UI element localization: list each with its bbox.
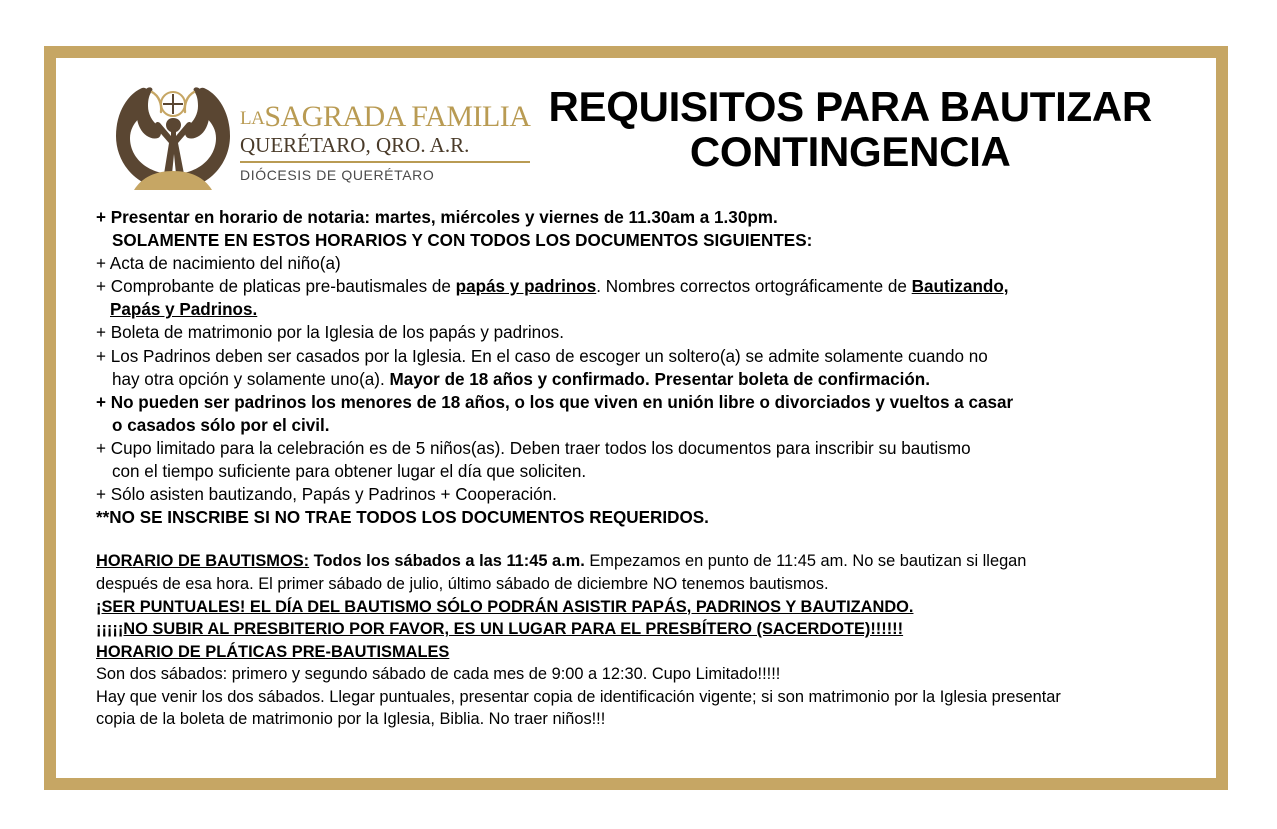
poster-content [56,58,1216,778]
page-title-line1: REQUISITOS PARA BAUTIZAR [548,83,1152,130]
punctuality-notice: ¡SER PUNTUALES! EL DÍA DEL BAUTISMO SÓLO PODRÁN ASISTIR PAPÁS, PADRINOS Y BAUTIZANDO. [96,597,914,616]
requirement-item [96,275,1192,298]
requirement-text: + Comprobante de platicas pre-bautismales de [96,277,456,297]
requirement-text: . Nombres correctos ortográficamente de [596,277,912,297]
talks-schedule-line: Son dos sábados: primero y segundo sábado de cada mes de 9:00 a 12:30. Cupo Limitado!!!!! [96,665,781,684]
logo-wordmark-prefix: LA [240,108,265,130]
requirement-item: con el tiempo suficiente para obtener lugar el día que soliciten. [112,462,587,482]
requirement-item: + Los Padrinos deben ser casados por la Iglesia. En el caso de escoger un soltero(a) se admite solamente cuando no [96,346,988,366]
requirement-item: SOLAMENTE EN ESTOS HORARIOS Y CON TODOS LOS DOCUMENTOS SIGUIENTES: [112,231,813,251]
baptism-schedule-time: Todos los sábados a las 11:45 a.m. [309,552,585,571]
requirement-item [96,368,1192,391]
requirement-emphasis: papás y padrinos [455,277,597,297]
page-title-line2: CONTINGENCIA [689,128,1011,176]
requirement-item: + Presentar en horario de notaria: martes, miércoles y viernes de 11.30am a 1.30pm. [96,208,778,227]
requirement-item: + Sólo asisten bautizando, Papás y Padrinos + Cooperación. [96,485,557,505]
section-spacer [74,529,1198,550]
requirement-item: o casados sólo por el civil. [112,415,330,435]
requirement-emphasis: Bautizando, [911,277,1009,297]
requirement-item: + Boleta de matrimonio por la Iglesia de los papás y padrinos. [96,323,564,343]
requirement-warning: **NO SE INSCRIBE SI NO TRAE TODOS LOS DOCUMENTOS REQUERIDOS. [96,508,709,528]
requirement-item: + No pueden ser padrinos los menores de 18 años, o los que viven en unión libre o divorciados y vueltos a casar [96,392,1014,412]
talks-schedule-heading: HORARIO DE PLÁTICAS PRE-BAUTISMALES [96,642,450,661]
requirement-emphasis: Mayor de 18 años y confirmado. Presentar boleta de confirmación. [389,369,930,389]
requirement-text: hay otra opción y solamente uno(a). [112,369,390,389]
poster-frame [44,46,1228,790]
logo-divider [240,161,530,163]
baptism-schedule-line: después de esa hora. El primer sábado de julio, último sábado de diciembre NO tenemos bautismos. [96,574,829,593]
baptism-schedule-line [96,550,1192,573]
logo-wordmark-title: SAGRADA FAMILIA [264,100,531,134]
requirement-item: + Cupo limitado para la celebración es de 5 niños(as). Deben traer todos los documentos para inscribir su bautismo [96,438,971,458]
poster-header [74,66,1198,198]
logo-wordmark [240,102,530,181]
requirement-emphasis: Papás y Padrinos. [110,300,258,320]
talks-schedule-line: Hay que venir los dos sábados. Llegar puntuales, presentar copia de identificación vigente; si son matrimonio por la Iglesia presentar [96,687,1061,706]
logo-wordmark-location: QUERÉTARO, QRO. A.R. [240,133,470,158]
baptism-schedule-heading: HORARIO DE BAUTISMOS: [96,552,310,571]
logo-diocese-line: DIÓCESIS DE QUERÉTARO [240,166,435,183]
presbytery-notice: ¡¡¡¡¡NO SUBIR AL PRESBITERIO POR FAVOR, ES UN LUGAR PARA EL PRESBÍTERO (SACERDOTE)!!!!!! [96,620,904,639]
requirement-item [96,298,1192,321]
parish-logo [112,78,530,196]
logo-wordmark-main [240,102,530,132]
page-title [530,84,1170,175]
schedule-section [74,550,1198,731]
requirement-item: + Acta de nacimiento del niño(a) [96,254,341,274]
requirements-list [74,206,1198,529]
talks-schedule-line: copia de la boleta de matrimonio por la Iglesia, Biblia. No traer niños!!! [96,710,606,729]
baptism-schedule-note: Empezamos en punto de 11:45 am. No se bautizan si llegan [584,552,1027,571]
holy-family-emblem-icon [112,78,234,196]
